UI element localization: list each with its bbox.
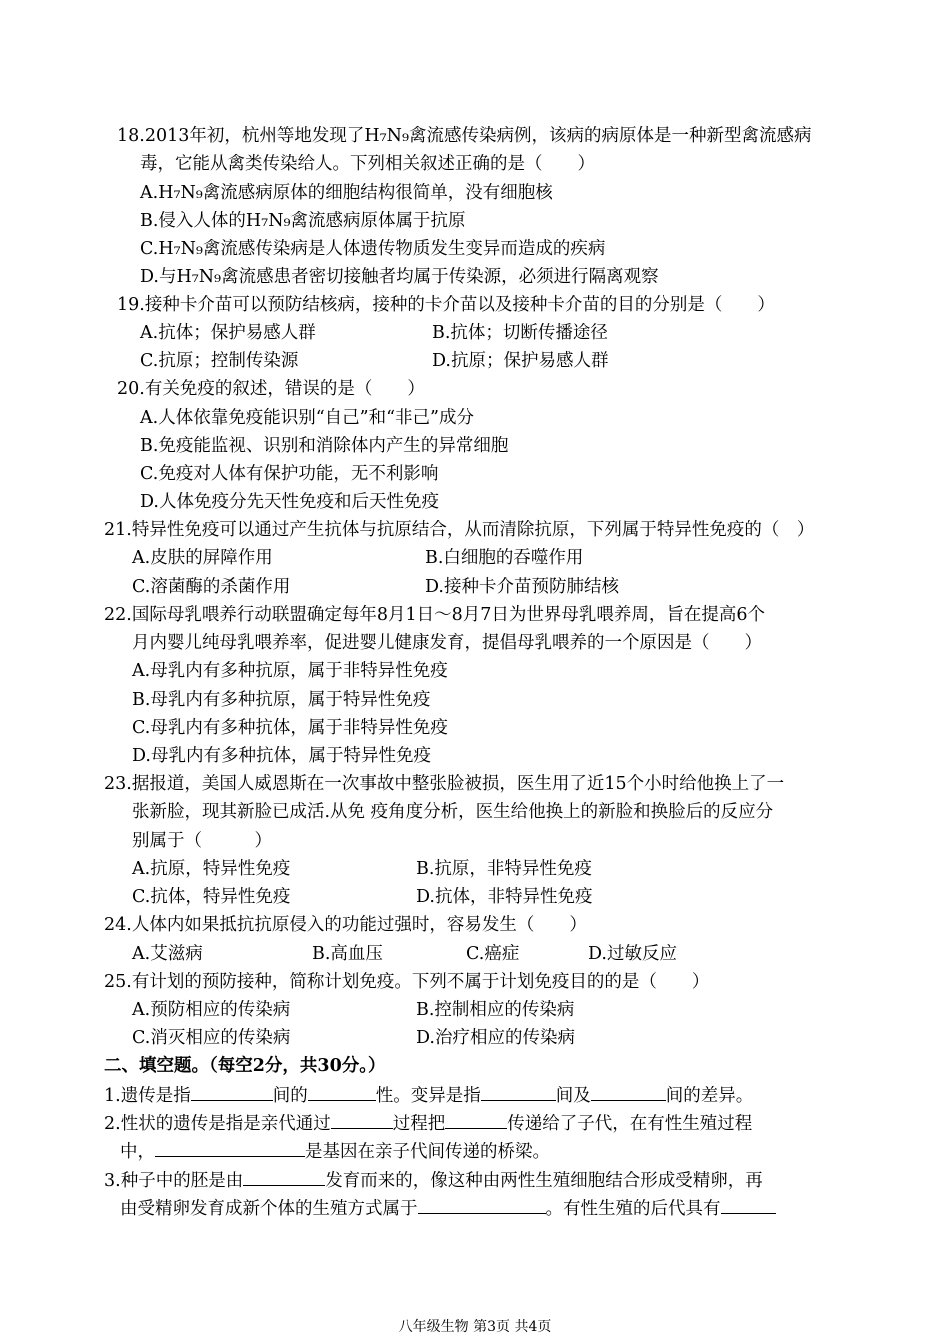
fill-q3-text-1: 3.种子中的胚是由 — [104, 1171, 244, 1191]
q23-option-b: B.抗原，非特异性免疫 — [416, 859, 592, 879]
fill-q2-text-5: 是基因在亲子代间传递的桥梁。 — [305, 1142, 550, 1162]
q18-option-a: A.H₇N₉禽流感病原体的细胞结构很简单，没有细胞核 — [140, 183, 553, 203]
q20-option-d: D.人体免疫分先天性免疫和后天性免疫 — [140, 492, 439, 512]
q24-option-c: C.癌症 — [466, 944, 520, 964]
q18-option-c: C.H₇N₉禽流感传染病是人体遗传物质发生变异而造成的疾病 — [140, 239, 606, 259]
q19-option-a: A.抗体；保护易感人群 — [140, 323, 316, 343]
fill-q3-text-3: 由受精卵发育成新个体的生殖方式属于 — [120, 1199, 418, 1219]
q18-line1: 18.2013年初，杭州等地发现了H₇N₉禽流感传染病例，该病的病原体是一种新型禽流感病 — [117, 126, 812, 146]
q18-option-d: D.与H₇N₉禽流感患者密切接触者均属于传染源，必须进行隔离观察 — [140, 267, 659, 287]
q19-option-c: C.抗原；控制传染源 — [140, 351, 299, 371]
fill-blank — [243, 1169, 325, 1186]
q23-option-c: C.抗体，特异性免疫 — [132, 887, 291, 907]
fill-blank — [591, 1084, 666, 1101]
fill-blank — [155, 1140, 305, 1157]
fill-blank — [331, 1112, 393, 1129]
q25-option-d: D.治疗相应的传染病 — [416, 1028, 575, 1048]
q20-line1: 20.有关免疫的叙述，错误的是（ ） — [117, 379, 425, 399]
fill-blank — [445, 1112, 507, 1129]
fill-q1-text-5: 间的差异。 — [665, 1086, 754, 1106]
q24-option-d: D.过敏反应 — [588, 944, 677, 964]
q19-option-b: B.抗体；切断传播途径 — [432, 323, 608, 343]
q24-line1: 24.人体内如果抵抗抗原侵入的功能过强时，容易发生（ ） — [104, 915, 587, 935]
q25-option-a: A.预防相应的传染病 — [132, 1000, 291, 1020]
fill-q3-line1 — [104, 1169, 763, 1192]
q23-option-a: A.抗原，特异性免疫 — [132, 859, 291, 879]
q19-option-d: D.抗原；保护易感人群 — [432, 351, 609, 371]
fill-blank — [308, 1084, 376, 1101]
q20-option-c: C.免疫对人体有保护功能，无不利影响 — [140, 464, 439, 484]
q23-line2: 张新脸，现其新脸已成活.从免 疫角度分析，医生给他换上的新脸和换脸后的反应分 — [132, 802, 774, 822]
q21-option-c: C.溶菌酶的杀菌作用 — [132, 577, 291, 597]
q20-option-a: A.人体依靠免疫能识别“自己”和“非己”成分 — [140, 408, 474, 428]
fill-q1-text-2: 间的 — [272, 1086, 308, 1106]
q24-option-a: A.艾滋病 — [132, 944, 203, 964]
q25-line1: 25.有计划的预防接种，简称计划免疫。下列不属于计划免疫目的的是（ ） — [104, 972, 710, 992]
fill-q2-text-3: 传递给了子代，在有性生殖过程 — [507, 1114, 753, 1134]
q24-option-b: B.高血压 — [312, 944, 383, 964]
q22-option-d: D.母乳内有多种抗体，属于特异性免疫 — [132, 746, 431, 766]
q25-option-b: B.控制相应的传染病 — [416, 1000, 575, 1020]
q18-line2: 毒，它能从禽类传染给人。下列相关叙述正确的是（ ） — [140, 154, 595, 174]
fill-blank — [418, 1197, 546, 1214]
section2-heading: 二、填空题。（每空2分，共30分。） — [104, 1056, 386, 1076]
fill-q1-text-4: 间及 — [555, 1086, 591, 1106]
fill-q2-line1 — [104, 1112, 752, 1135]
fill-q2-text-1: 2.性状的遗传是指是亲代通过 — [104, 1114, 331, 1134]
q21-option-a: A.皮肤的屏障作用 — [132, 548, 273, 568]
fill-q3-text-4: 。有性生殖的后代具有 — [545, 1199, 721, 1219]
fill-q1 — [104, 1084, 753, 1107]
fill-q1-text-1: 1.遗传是指 — [104, 1086, 191, 1106]
q23-line1: 23.据报道，美国人威恩斯在一次事故中整张脸被损，医生用了近15个小时给他换上了一 — [104, 774, 785, 794]
q22-option-b: B.母乳内有多种抗原，属于特异性免疫 — [132, 690, 431, 710]
q22-line1: 22.国际母乳喂养行动联盟确定每年8月1日～8月7日为世界母乳喂养周，旨在提高6个 — [104, 605, 765, 625]
q18-option-b: B.侵入人体的H₇N₉禽流感病原体属于抗原 — [140, 211, 466, 231]
q25-option-c: C.消灭相应的传染病 — [132, 1028, 291, 1048]
q22-option-c: C.母乳内有多种抗体，属于非特异性免疫 — [132, 718, 448, 738]
fill-q1-text-3: 性。变异是指 — [375, 1086, 481, 1106]
page-footer: 八年级生物 第3页 共4页 — [398, 1319, 552, 1335]
fill-blank — [481, 1084, 556, 1101]
fill-q2-text-2: 过程把 — [392, 1114, 446, 1134]
fill-q3-text-2: 发育而来的，像这种由两性生殖细胞结合形成受精卵，再 — [325, 1171, 763, 1191]
fill-q3-line2 — [120, 1197, 776, 1220]
fill-q2-text-4: 中， — [120, 1142, 155, 1162]
q21-option-b: B.白细胞的吞噬作用 — [425, 548, 584, 568]
q23-option-d: D.抗体，非特异性免疫 — [416, 887, 593, 907]
q21-option-d: D.接种卡介苗预防肺结核 — [425, 577, 619, 597]
fill-blank — [191, 1084, 273, 1101]
fill-blank — [721, 1197, 776, 1214]
q22-line2: 月内婴儿纯母乳喂养率，促进婴儿健康发育，提倡母乳喂养的一个原因是（ ） — [132, 633, 762, 653]
q23-line3: 别属于（ ） — [132, 831, 272, 851]
q22-option-a: A.母乳内有多种抗原，属于非特异性免疫 — [132, 661, 448, 681]
fill-q2-line2 — [120, 1140, 550, 1163]
q20-option-b: B.免疫能监视、识别和消除体内产生的异常细胞 — [140, 436, 509, 456]
q21-line1: 21.特异性免疫可以通过产生抗体与抗原结合，从而清除抗原，下列属于特异性免疫的（ ） — [104, 520, 815, 540]
q19-line1: 19.接种卡介苗可以预防结核病，接种的卡介苗以及接种卡介苗的目的分别是（ ） — [117, 295, 775, 315]
